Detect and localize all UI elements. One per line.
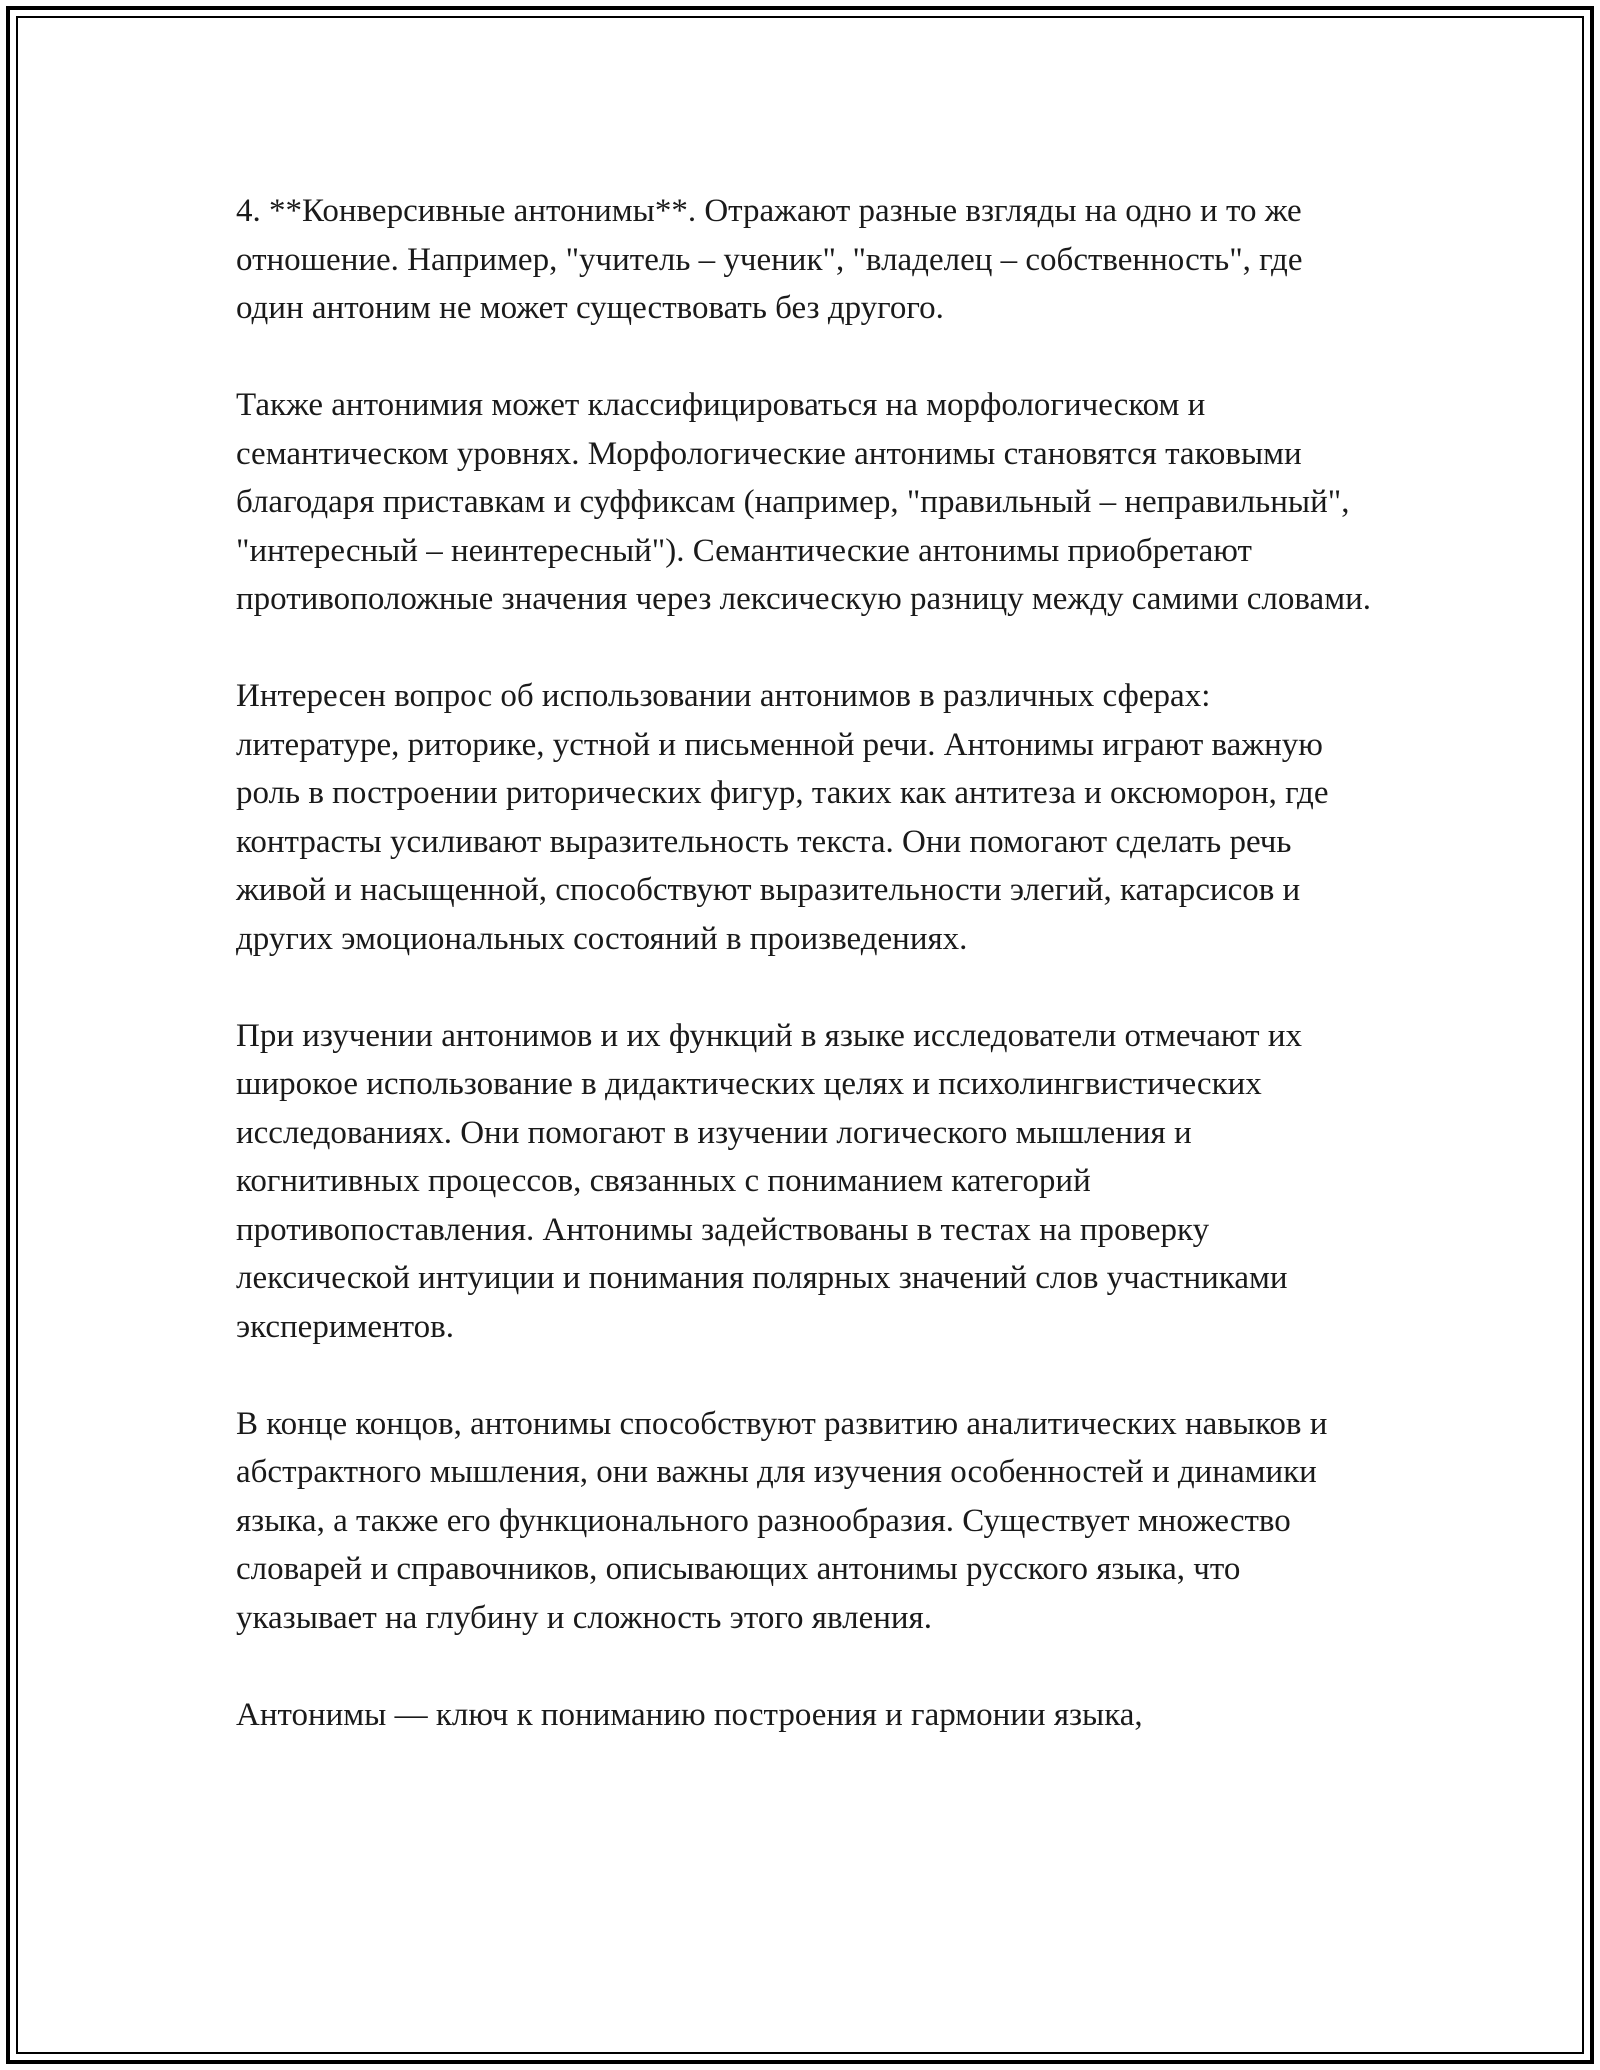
paragraph-final-line: Антонимы — ключ к пониманию построения и гармонии языка, [236,1696,1143,1733]
paragraph-usage-spheres: Интересен вопрос об использовании антонимов в различных сферах: литературе, риторике, устной и письменной речи. Антонимы играют важную роль в построении риторических фигур, таких как антитеза и оксюморон, где контрасты усиливают выразительность текста. Они помогают сделать речь живой и насыщенной, способствуют выразительности элегий, катарсисов и других эмоциональных состояний в произведениях. [236,678,1329,957]
document-body [236,187,1376,1739]
paragraph-classification-levels: Также антонимия может классифицироваться на морфологическом и семантическом уровнях. Морфологические антонимы становятся таковыми благодаря приставкам и суффиксам (например, "правильный – неправильный", "интересный – неинтересный"). Семантические антонимы приобретают противоположные значения через лексическую разницу между самими словами. [236,387,1371,617]
paragraph-research-functions: При изучении антонимов и их функций в языке исследователи отмечают их широкое использование в дидактических целях и психолингвистических исследованиях. Они помогают в изучении логического мышления и когнитивных процессов, связанных с пониманием категорий противопоставления. Антонимы задействованы в тестах на проверку лексической интуиции и понимания полярных значений слов участниками экспериментов. [236,1017,1302,1345]
paragraph-conversive-antonyms: 4. **Конверсивные антонимы**. Отражают разные взгляды на одно и то же отношение. Например, "учитель – ученик", "владелец – собственность", где один антоним не может существовать без другого. [236,193,1303,326]
paragraph-conclusion: В конце концов, антонимы способствуют развитию аналитических навыков и абстрактного мышления, они важны для изучения особенностей и динамики языка, а также его функционального разнообразия. Существует множество словарей и справочников, описывающих антонимы русского языка, что указывает на глубину и сложность этого явления. [236,1405,1328,1636]
